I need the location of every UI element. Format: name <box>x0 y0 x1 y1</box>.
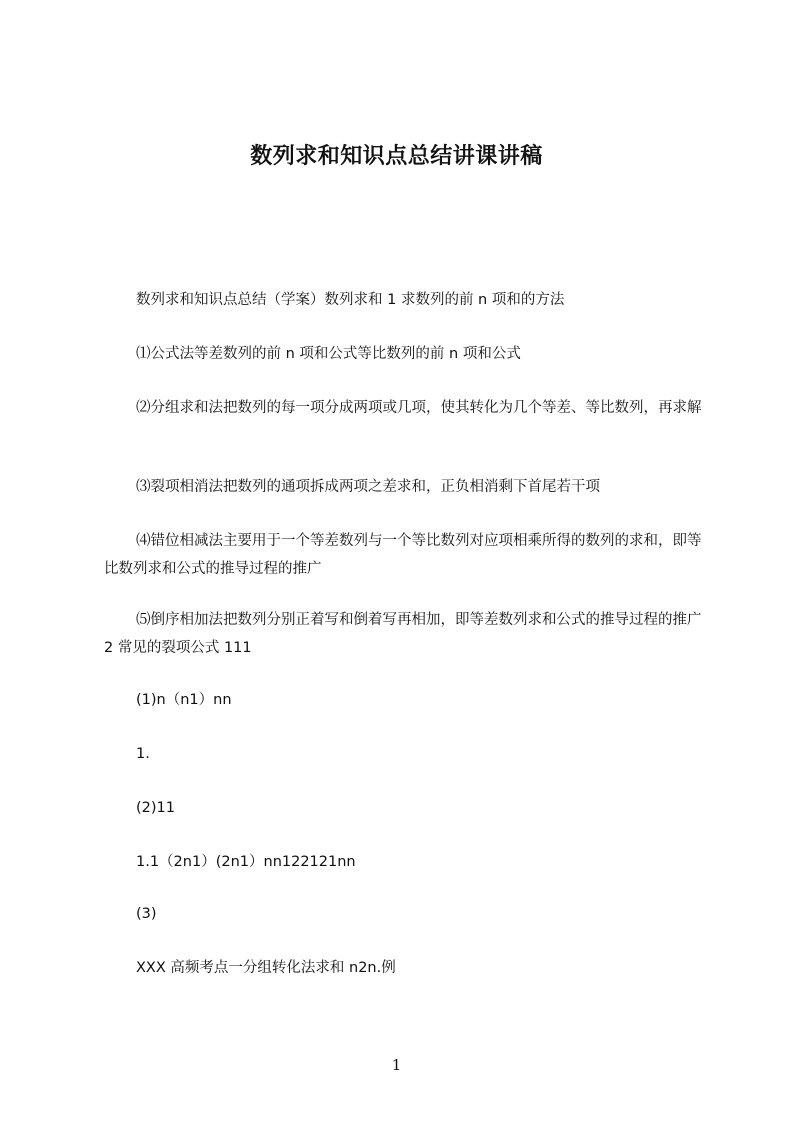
paragraph-method-1: ⑴公式法等差数列的前 n 项和公式等比数列的前 n 项和公式 <box>136 346 521 362</box>
paragraph-intro: 数列求和知识点总结（学案）数列求和 1 求数列的前 n 项和的方法 <box>136 292 565 308</box>
paragraph-method-5: ⑸倒序相加法把数列分别正着写和倒着写再相加，即等差数列求和公式的推导过程的推广 2 常见的裂项公式 111 <box>104 612 702 656</box>
formula-line-4: 1.1（2n1）(2n1）nn122121nn <box>136 854 356 870</box>
paragraph-method-3: ⑶裂项相消法把数列的通项拆成两项之差求和，正负相消剩下首尾若干项 <box>136 479 600 495</box>
document-title: 数列求和知识点总结讲课讲稿 <box>250 144 543 169</box>
formula-line-2: 1. <box>136 746 150 762</box>
paragraph-method-4: ⑷错位相减法主要用于一个等差数列与一个等比数列对应项相乘所得的数列的求和，即等比数列求和公式的推导过程的推广 <box>104 533 702 577</box>
page-number: 1 <box>391 1056 402 1074</box>
formula-line-3: (2)11 <box>136 800 175 816</box>
paragraph-example-heading: XXX 高频考点一分组转化法求和 n2n.例 <box>136 960 396 976</box>
formula-line-1: (1)n（n1）nn <box>136 692 232 708</box>
formula-line-5: (3) <box>136 906 157 922</box>
paragraph-method-2: ⑵分组求和法把数列的每一项分成两项或几项，使其转化为几个等差、等比数列，再求解 <box>136 400 702 416</box>
